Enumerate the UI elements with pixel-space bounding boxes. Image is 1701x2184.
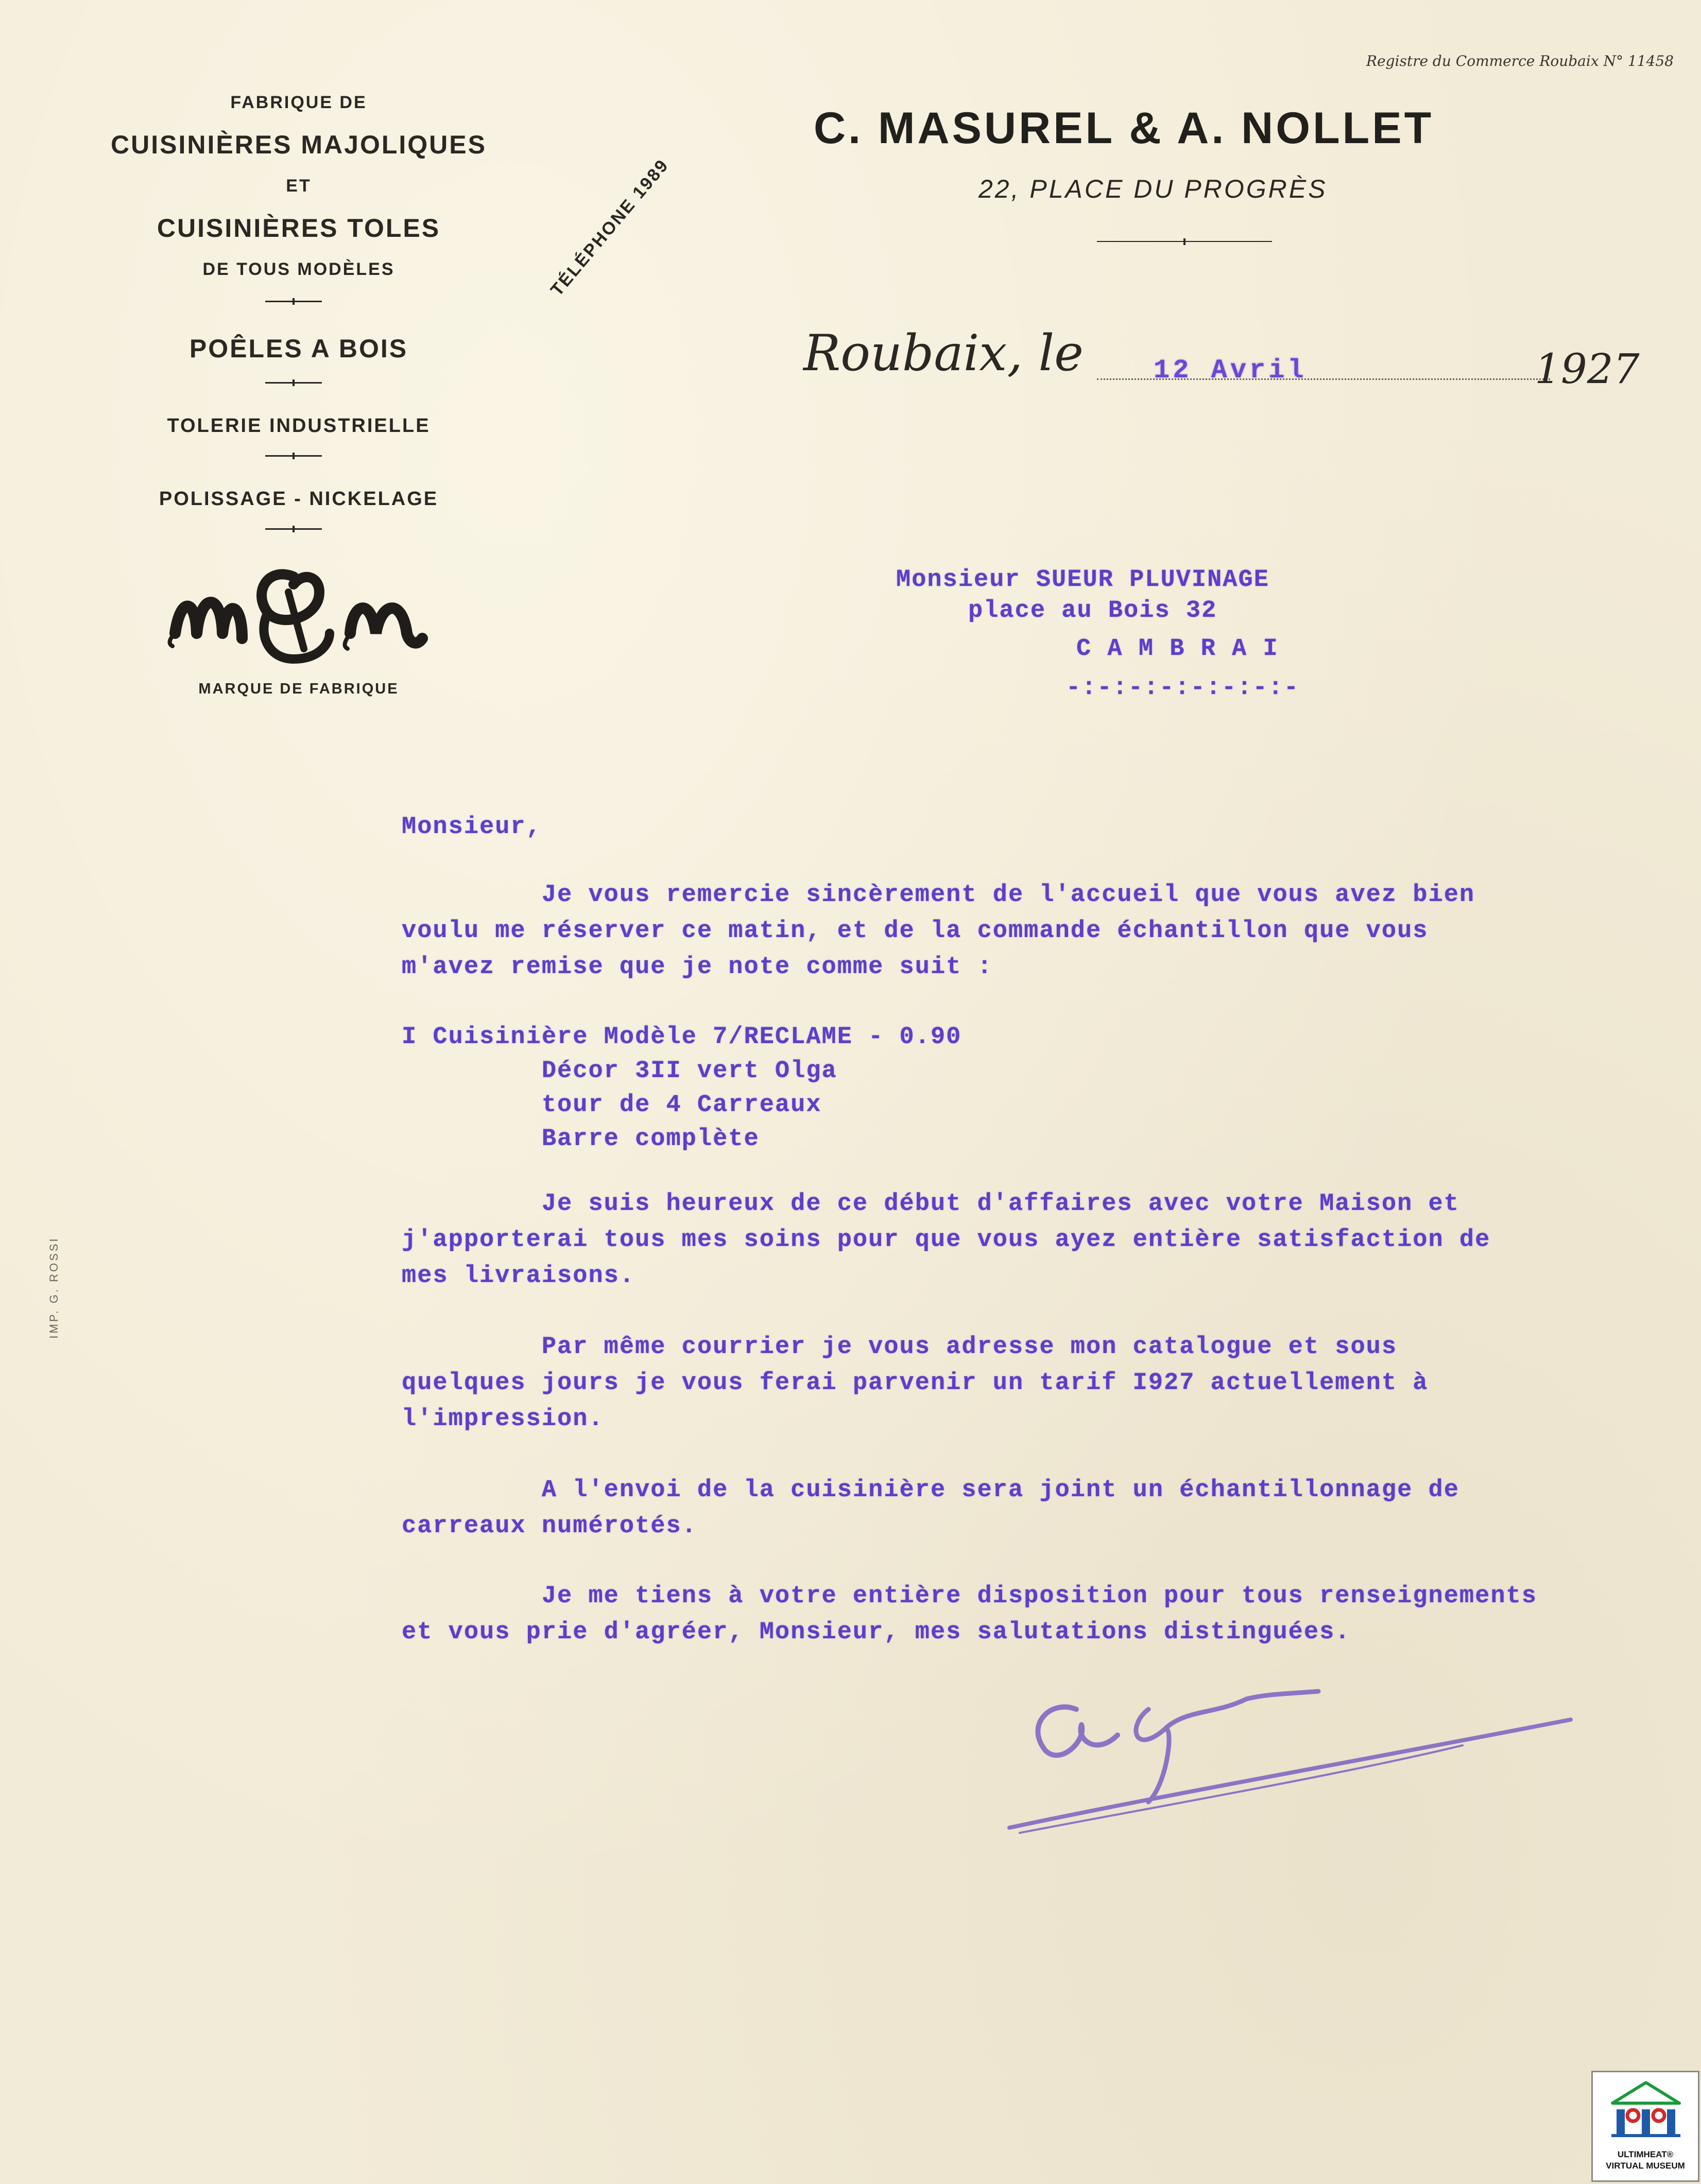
salutation: Monsieur,: [402, 813, 542, 841]
museum-building-icon: [1607, 2077, 1685, 2139]
ornament-divider: [265, 528, 322, 530]
handwritten-signature: [999, 1678, 1586, 1848]
dateline-place: Roubaix, le: [803, 324, 1084, 382]
paragraph-1-line: m'avez remise que je note comme suit :: [402, 954, 993, 981]
letterhead-et: ET: [286, 176, 312, 196]
paragraph-2-line: mes livraisons.: [402, 1262, 635, 1290]
order-line: Décor 3II vert Olga: [402, 1058, 837, 1085]
paragraph-2-line: Je suis heureux de ce début d'affaires avec votre Maison et: [402, 1190, 1459, 1218]
commerce-registry: Registre du Commerce Roubaix N° 11458: [1366, 53, 1674, 70]
company-name: C. MASUREL & A. NOLLET: [814, 103, 1434, 153]
paragraph-1-line: voulu me réserver ce matin, et de la commande échantillon que vous: [402, 917, 1429, 945]
recipient-divider: -:-:-:-:-:-:-:-: [1066, 674, 1300, 702]
company-address: 22, PLACE DU PROGRÈS: [978, 175, 1328, 203]
trademark-label: MARQUE DE FABRIQUE: [198, 681, 399, 697]
ornament-divider: [265, 455, 322, 457]
dateline-year: 1927: [1535, 345, 1640, 393]
paragraph-4-line: A l'envoi de la cuisinière sera joint un échantillonnage de: [402, 1477, 1459, 1504]
ornament-divider: [1097, 241, 1272, 242]
paragraph-1-line: Je vous remercie sincèrement de l'accueil que vous avez bien: [402, 881, 1475, 909]
letterhead-polissage: POLISSAGE - NICKELAGE: [159, 488, 439, 510]
order-line: I Cuisinière Modèle 7/RECLAME - 0.90: [402, 1024, 962, 1051]
paragraph-5-line: Je me tiens à votre entière disposition pour tous renseignements: [402, 1583, 1537, 1610]
recipient-city: C A M B R A I: [1076, 635, 1279, 663]
letterhead-fabrique-de: FABRIQUE DE: [230, 93, 367, 112]
letterhead-tolerie: TOLERIE INDUSTRIELLE: [167, 415, 431, 437]
museum-watermark: [1591, 2071, 1699, 2182]
letterhead-tous-modeles: DE TOUS MODÈLES: [202, 259, 395, 279]
letterhead-majoliques: CUISINIÈRES MAJOLIQUES: [111, 130, 487, 159]
paragraph-5-line: et vous prie d'agréer, Monsieur, mes salutations distinguées.: [402, 1619, 1351, 1646]
museum-subtitle: VIRTUAL MUSEUM: [1606, 2161, 1685, 2171]
letterhead-toles: CUISINIÈRES TOLES: [157, 214, 441, 242]
paragraph-3-line: Par même courrier je vous adresse mon catalogue et sous: [402, 1333, 1398, 1361]
ornament-divider: [265, 301, 322, 302]
paragraph-4-line: carreaux numérotés.: [402, 1513, 697, 1540]
dateline-date: 12 Avril: [1154, 355, 1307, 386]
museum-name: ULTIMHEAT®: [1617, 2150, 1674, 2159]
paragraph-3-line: l'impression.: [402, 1406, 604, 1433]
order-line: tour de 4 Carreaux: [402, 1091, 822, 1119]
order-line: Barre complète: [402, 1125, 760, 1153]
telephone-number: TÉLÉPHONE 1989: [547, 155, 673, 300]
ornament-divider: [265, 382, 322, 384]
printer-mark: IMP. G. ROSSI: [47, 1236, 60, 1339]
letterhead-poeles: POÊLES A BOIS: [189, 334, 408, 363]
recipient-name: Monsieur SUEUR PLUVINAGE: [896, 566, 1269, 594]
recipient-street: place au Bois 32: [968, 597, 1217, 625]
paragraph-2-line: j'apporterai tous mes soins pour que vous ayez entière satisfaction de: [402, 1226, 1491, 1254]
monogram-logo-icon: [165, 556, 433, 669]
paragraph-3-line: quelques jours je vous ferai parvenir un tarif I927 actuellement à: [402, 1370, 1429, 1397]
